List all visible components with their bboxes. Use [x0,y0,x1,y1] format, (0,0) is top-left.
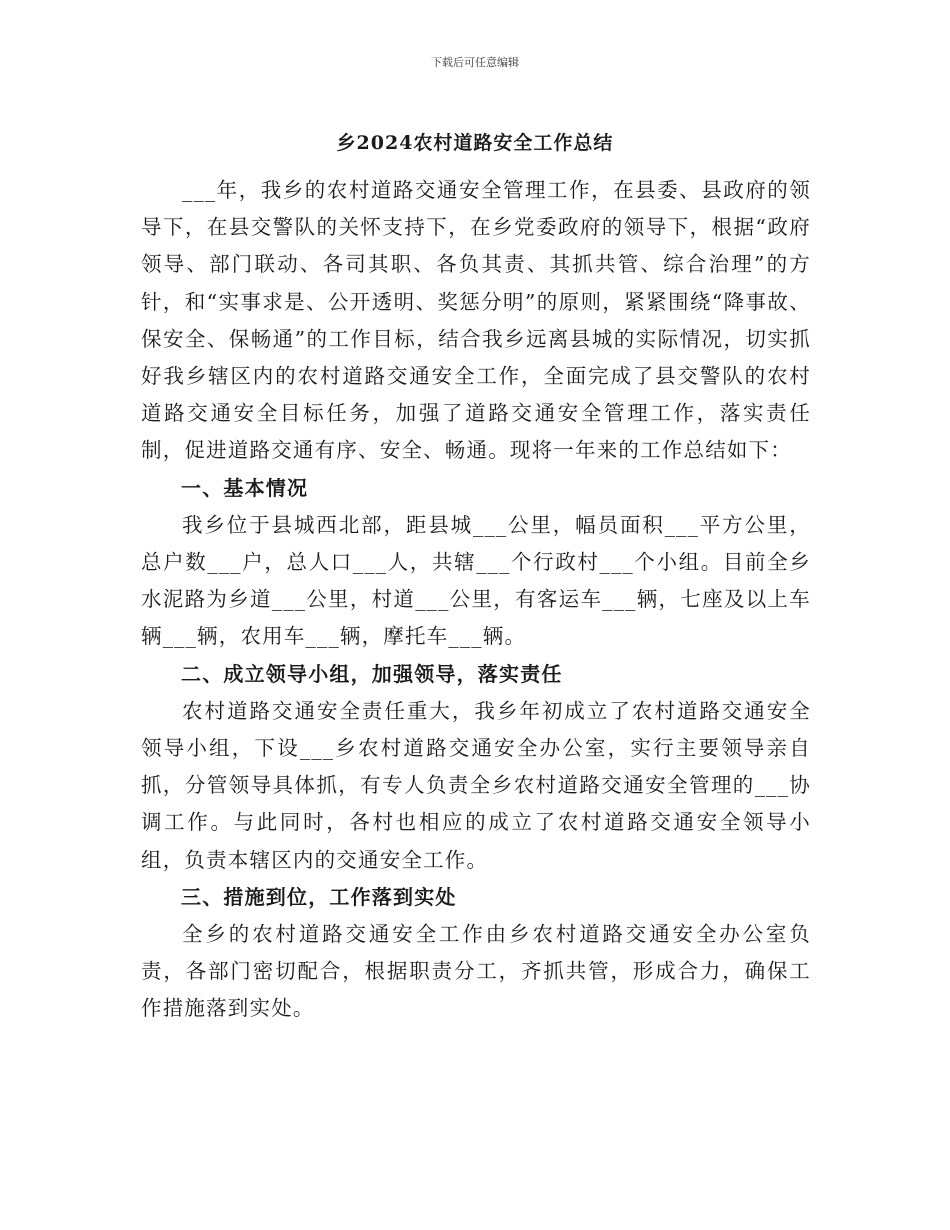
section-heading: 三、措施到位，工作落到实处 [181,884,457,909]
section-heading: 二、成立领导小组，加强领导，落实责任 [181,661,563,686]
section-paragraph: 全乡的农村道路交通安全工作由乡农村道路交通安全办公室负责，各部门密切配合，根据职责分工，齐抓共管，形成合力，确保工作措施落到实处。 [141,922,811,1021]
section-heading: 一、基本情况 [181,475,309,500]
document-title: 乡2024农村道路安全工作总结 [336,132,614,154]
section-paragraph: 农村道路交通安全责任重大，我乡年初成立了农村道路交通安全领导小组，下设___乡农村道路交通安全办公室，实行主要领导亲自抓，分管领导具体抓，有专人负责全乡农村道路交通安全管理的___协调工作。与此同时，各村也相应的成立了农村道路交通安全领导小组，负责本辖区内的交通安全工作。 [141,698,811,872]
intro-paragraph: ___年，我乡的农村道路交通安全管理工作，在县委、县政府的领导下，在县交警队的关怀支持下，在乡党委政府的领导下，根据“政府领导、部门联动、各司其职、各负其责、其抓共管、综合治理”的方针，和“实事求是、公开透明、奖惩分明”的原则，紧紧围绕“降事故、保安全、保畅通”的工作目标，结合我乡远离县城的实际情况，切实抓好我乡辖区内的农村道路交通安全工作，全面完成了县交警队的农村道路交通安全目标任务，加强了道路交通安全管理工作，落实责任制，促进道路交通有序、安全、畅通。现将一年来的工作总结如下： [141,178,811,463]
section-paragraph: 我乡位于县城西北部，距县城___公里，幅员面积___平方公里，总户数___户，总人口___人，共辖___个行政村___个小组。目前全乡水泥路为乡道___公里，村道___公里，有客运车___辆，七座及以上车辆___辆，农用车___辆，摩托车___辆。 [141,512,811,649]
header-note: 下载后可任意编辑 [431,56,519,69]
document-body [141,172,811,1028]
